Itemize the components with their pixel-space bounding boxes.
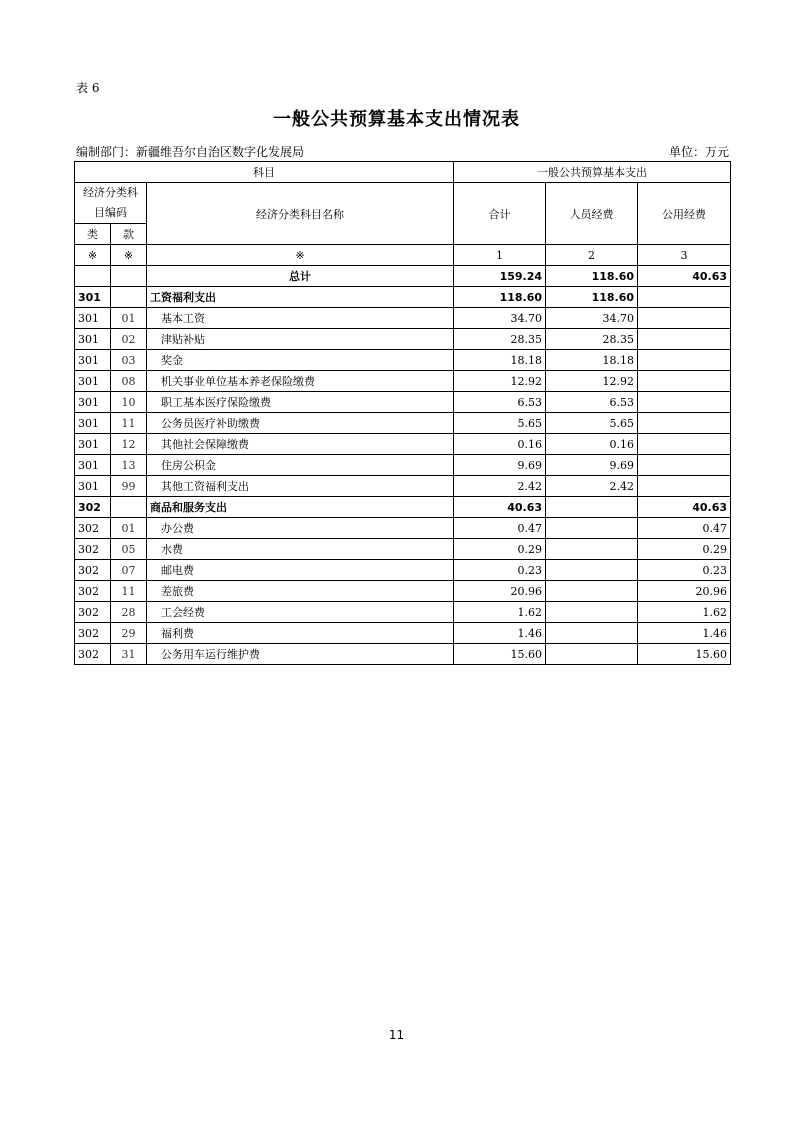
cell-name: 福利费 <box>147 623 454 644</box>
cell-kuan: 11 <box>111 581 147 602</box>
cell-lei: 302 <box>75 644 111 665</box>
cell-total: 0.47 <box>454 518 546 539</box>
cell-personnel: 118.60 <box>546 287 638 308</box>
cell-name: 商品和服务支出 <box>147 497 454 518</box>
cell-total: 118.60 <box>454 287 546 308</box>
header-lei: 类 <box>75 224 111 245</box>
grand-total-personnel: 118.60 <box>546 266 638 287</box>
table-row <box>75 497 731 518</box>
table-row <box>75 392 731 413</box>
cell-name: 差旅费 <box>147 581 454 602</box>
cell-kuan: 02 <box>111 329 147 350</box>
header-mark: ※ <box>147 245 454 266</box>
header-total: 合计 <box>454 183 546 245</box>
cell-kuan: 08 <box>111 371 147 392</box>
cell-personnel: 5.65 <box>546 413 638 434</box>
header-code-group: 经济分类科目编码 <box>75 183 147 224</box>
cell-lei: 302 <box>75 602 111 623</box>
budget-table <box>74 161 731 665</box>
table-row <box>75 413 731 434</box>
cell-lei: 302 <box>75 497 111 518</box>
cell-personnel: 6.53 <box>546 392 638 413</box>
header-num: 1 <box>454 245 546 266</box>
header-mark: ※ <box>111 245 147 266</box>
cell-lei: 301 <box>75 476 111 497</box>
header-num: 3 <box>638 245 731 266</box>
header-name: 经济分类科目名称 <box>147 183 454 245</box>
table-row <box>75 623 731 644</box>
grand-total-public: 40.63 <box>638 266 731 287</box>
cell-personnel: 9.69 <box>546 455 638 476</box>
cell-name: 公务用车运行维护费 <box>147 644 454 665</box>
table-row <box>75 350 731 371</box>
cell-total: 28.35 <box>454 329 546 350</box>
cell-kuan: 03 <box>111 350 147 371</box>
table-row <box>75 602 731 623</box>
cell-name: 机关事业单位基本养老保险缴费 <box>147 371 454 392</box>
cell-lei: 302 <box>75 518 111 539</box>
header-row-2 <box>75 183 731 224</box>
cell-lei: 301 <box>75 350 111 371</box>
cell-kuan: 05 <box>111 539 147 560</box>
cell-public <box>638 308 731 329</box>
cell-kuan: 28 <box>111 602 147 623</box>
cell-name: 工资福利支出 <box>147 287 454 308</box>
cell-total: 1.46 <box>454 623 546 644</box>
cell-public: 40.63 <box>638 497 731 518</box>
empty-cell <box>111 266 147 287</box>
table-row <box>75 518 731 539</box>
cell-total: 18.18 <box>454 350 546 371</box>
cell-total: 0.16 <box>454 434 546 455</box>
cell-name: 津贴补贴 <box>147 329 454 350</box>
cell-personnel <box>546 623 638 644</box>
cell-lei: 301 <box>75 455 111 476</box>
table-row <box>75 455 731 476</box>
cell-kuan: 11 <box>111 413 147 434</box>
cell-lei: 301 <box>75 371 111 392</box>
cell-personnel <box>546 518 638 539</box>
page-title: 一般公共预算基本支出情况表 <box>273 109 520 130</box>
cell-total: 9.69 <box>454 455 546 476</box>
cell-name: 奖金 <box>147 350 454 371</box>
cell-total: 0.23 <box>454 560 546 581</box>
table-row <box>75 308 731 329</box>
header-public: 公用经费 <box>638 183 731 245</box>
cell-total: 40.63 <box>454 497 546 518</box>
table-row <box>75 560 731 581</box>
cell-kuan: 29 <box>111 623 147 644</box>
header-subject: 科目 <box>75 162 454 183</box>
table-row <box>75 581 731 602</box>
cell-name: 基本工资 <box>147 308 454 329</box>
cell-lei: 301 <box>75 329 111 350</box>
cell-personnel: 34.70 <box>546 308 638 329</box>
cell-personnel: 28.35 <box>546 329 638 350</box>
table-row <box>75 476 731 497</box>
cell-personnel <box>546 581 638 602</box>
cell-public <box>638 350 731 371</box>
cell-total: 5.65 <box>454 413 546 434</box>
grand-total-total: 159.24 <box>454 266 546 287</box>
cell-kuan: 31 <box>111 644 147 665</box>
cell-name: 邮电费 <box>147 560 454 581</box>
header-budget-group: 一般公共预算基本支出 <box>454 162 731 183</box>
cell-name: 办公费 <box>147 518 454 539</box>
cell-public <box>638 434 731 455</box>
header-personnel: 人员经费 <box>546 183 638 245</box>
cell-public: 15.60 <box>638 644 731 665</box>
cell-kuan: 07 <box>111 560 147 581</box>
table-row <box>75 287 731 308</box>
cell-total: 20.96 <box>454 581 546 602</box>
header-kuan: 款 <box>111 224 147 245</box>
cell-name: 其他工资福利支出 <box>147 476 454 497</box>
cell-kuan <box>111 497 147 518</box>
header-mark: ※ <box>75 245 111 266</box>
cell-public <box>638 413 731 434</box>
cell-name: 住房公积金 <box>147 455 454 476</box>
cell-kuan: 01 <box>111 308 147 329</box>
cell-kuan <box>111 287 147 308</box>
cell-lei: 302 <box>75 581 111 602</box>
cell-public <box>638 392 731 413</box>
cell-kuan: 12 <box>111 434 147 455</box>
header-num: 2 <box>546 245 638 266</box>
cell-total: 34.70 <box>454 308 546 329</box>
table-row <box>75 329 731 350</box>
cell-lei: 301 <box>75 413 111 434</box>
cell-public: 0.23 <box>638 560 731 581</box>
cell-personnel <box>546 560 638 581</box>
grand-total-row <box>75 266 731 287</box>
cell-public: 0.29 <box>638 539 731 560</box>
cell-public <box>638 455 731 476</box>
cell-lei: 301 <box>75 434 111 455</box>
cell-total: 12.92 <box>454 371 546 392</box>
cell-personnel <box>546 644 638 665</box>
header-row-1 <box>75 162 731 183</box>
cell-lei: 301 <box>75 392 111 413</box>
header-row-4 <box>75 245 731 266</box>
cell-name: 水费 <box>147 539 454 560</box>
grand-total-label: 总计 <box>147 266 454 287</box>
cell-public <box>638 287 731 308</box>
dept-label: 编制部门：新疆维吾尔自治区数字化发展局 <box>76 145 305 159</box>
cell-name: 工会经费 <box>147 602 454 623</box>
cell-kuan: 10 <box>111 392 147 413</box>
cell-public <box>638 329 731 350</box>
table-label: 表 6 <box>76 81 100 95</box>
cell-name: 职工基本医疗保险缴费 <box>147 392 454 413</box>
cell-name: 公务员医疗补助缴费 <box>147 413 454 434</box>
table-row <box>75 371 731 392</box>
cell-lei: 302 <box>75 623 111 644</box>
cell-public: 0.47 <box>638 518 731 539</box>
cell-lei: 302 <box>75 560 111 581</box>
cell-public <box>638 476 731 497</box>
cell-personnel <box>546 602 638 623</box>
unit-label: 单位：万元 <box>668 145 729 159</box>
cell-total: 2.42 <box>454 476 546 497</box>
cell-personnel: 0.16 <box>546 434 638 455</box>
cell-total: 15.60 <box>454 644 546 665</box>
cell-lei: 302 <box>75 539 111 560</box>
empty-cell <box>75 266 111 287</box>
cell-kuan: 13 <box>111 455 147 476</box>
cell-public <box>638 371 731 392</box>
cell-kuan: 99 <box>111 476 147 497</box>
cell-personnel: 12.92 <box>546 371 638 392</box>
cell-lei: 301 <box>75 308 111 329</box>
cell-lei: 301 <box>75 287 111 308</box>
cell-total: 0.29 <box>454 539 546 560</box>
cell-total: 6.53 <box>454 392 546 413</box>
table-row <box>75 434 731 455</box>
cell-personnel: 18.18 <box>546 350 638 371</box>
page-number: 11 <box>388 1028 405 1042</box>
cell-public: 1.62 <box>638 602 731 623</box>
cell-name: 其他社会保障缴费 <box>147 434 454 455</box>
cell-personnel <box>546 539 638 560</box>
cell-kuan: 01 <box>111 518 147 539</box>
table-row <box>75 539 731 560</box>
cell-personnel <box>546 497 638 518</box>
cell-total: 1.62 <box>454 602 546 623</box>
cell-personnel: 2.42 <box>546 476 638 497</box>
table-row <box>75 644 731 665</box>
cell-public: 1.46 <box>638 623 731 644</box>
cell-public: 20.96 <box>638 581 731 602</box>
